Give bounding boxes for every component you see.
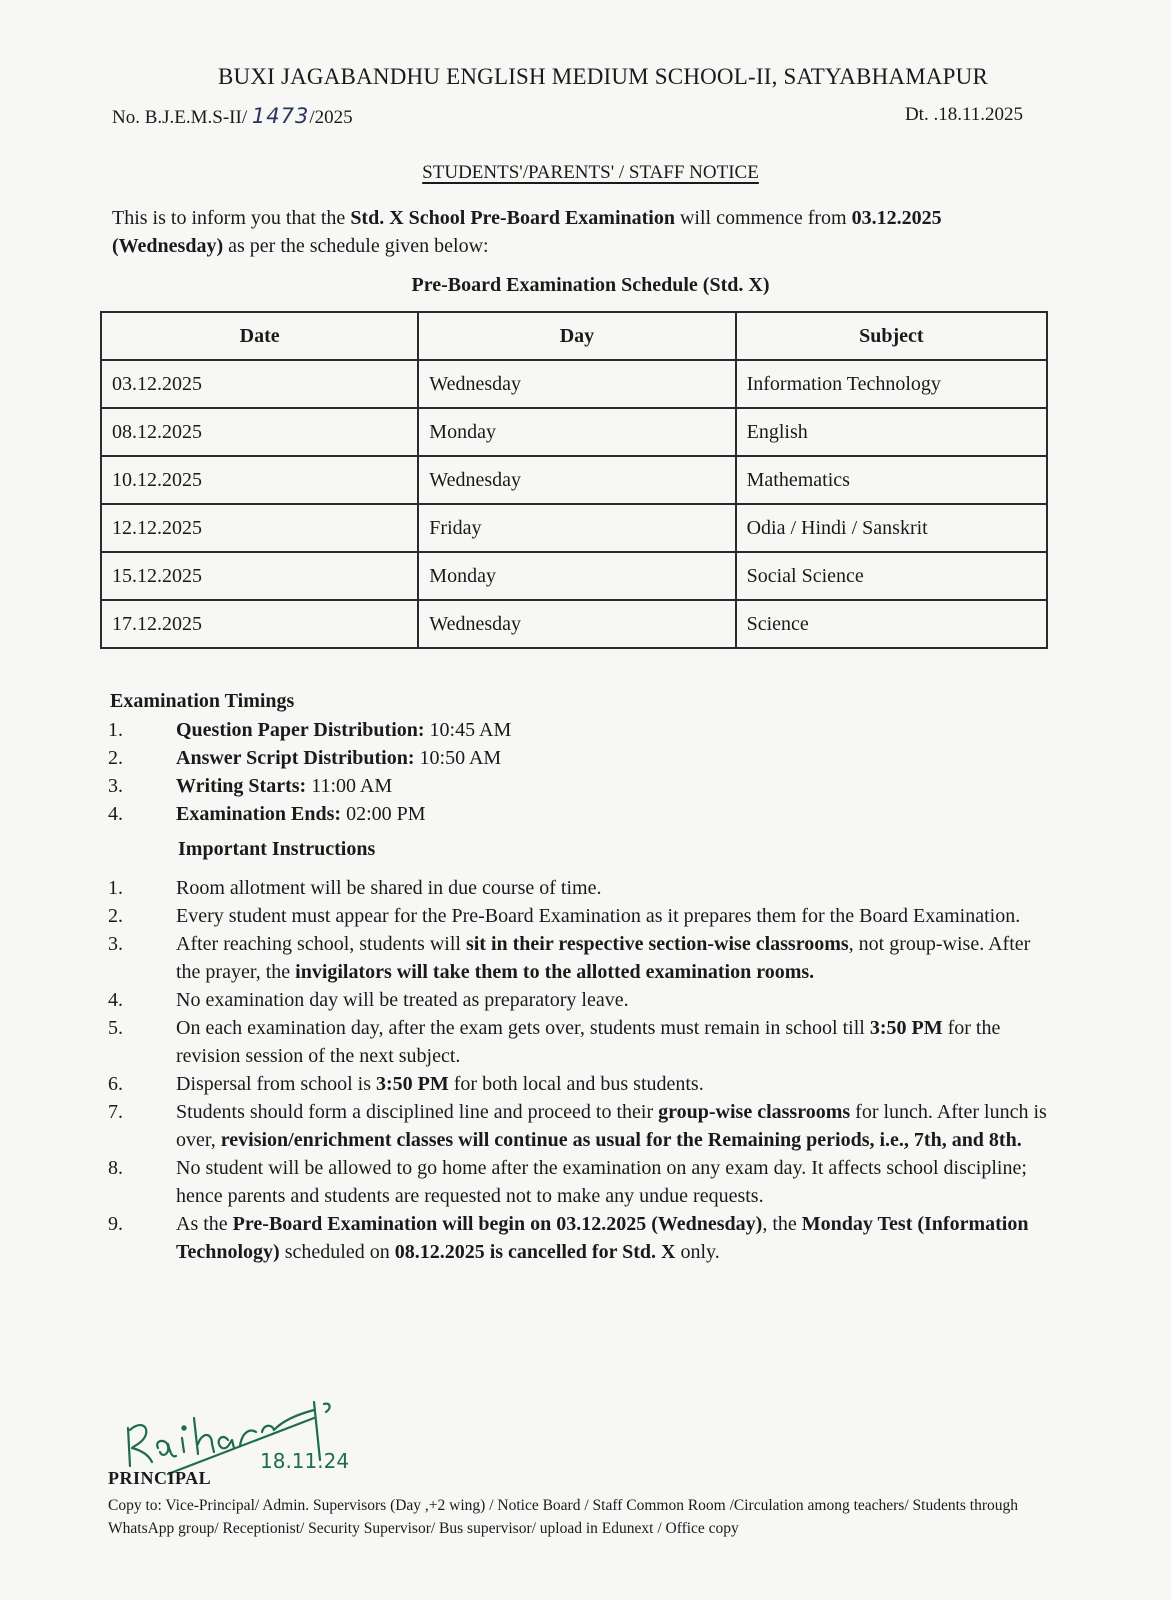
intro-bold-date: 03.12.2025 (Wednesday) <box>112 207 942 257</box>
item-number: 4. <box>108 803 123 825</box>
instruction-bold-text: group-wise classrooms <box>658 1101 851 1123</box>
item-number: 7. <box>108 1101 123 1123</box>
cell-day: Wednesday <box>418 600 735 648</box>
instruction-bold-text: 3:50 PM <box>869 1017 943 1039</box>
cell-subject: Odia / Hindi / Sanskrit <box>736 504 1047 552</box>
item-number: 1. <box>108 719 123 741</box>
instruction-text: Dispersal from school is <box>176 1073 376 1095</box>
instructions-heading: Important Instructions <box>178 838 376 860</box>
item-number: 8. <box>108 1157 123 1179</box>
instruction-bold-text: revision/enrichment classes will continue as usual for the Remaining periods, i.e., 7th, and 8th. <box>220 1129 1022 1151</box>
timings-heading: Examination Timings <box>110 690 295 712</box>
table-row <box>101 360 1047 408</box>
list-item <box>108 930 1053 986</box>
principal-signature <box>118 1388 418 1478</box>
table-header-row <box>101 312 1047 360</box>
instruction-text: , the <box>762 1213 802 1235</box>
instruction-text: No examination day will be treated as preparatory leave. <box>176 989 629 1011</box>
list-item <box>108 986 1053 1014</box>
intro-text: as per the schedule given below: <box>223 235 489 257</box>
list-item <box>108 1070 1053 1098</box>
item-number: 3. <box>108 933 123 955</box>
list-item <box>108 716 1008 744</box>
instruction-text: After reaching school, students will <box>176 933 466 955</box>
instructions-list <box>108 874 1053 1266</box>
instruction-bold-text: Pre-Board Examination will begin on 03.12.2025 (Wednesday) <box>232 1213 763 1235</box>
instruction-text: for lunch. After lunch is over, <box>176 1101 1047 1151</box>
ref-handwritten-number: 1473 <box>251 104 310 128</box>
item-number: 6. <box>108 1073 123 1095</box>
instruction-text: scheduled on <box>279 1241 395 1263</box>
cell-subject: English <box>736 408 1047 456</box>
copy-to-list: Copy to: Vice-Principal/ Admin. Supervisors (Day ,+2 wing) / Notice Board / Staff Common Room /Circulation among teachers/ Students through WhatsApp group/ Receptionist/ Security Supervisor/ Bus supervisor/ upload in Edunext / Office copy <box>108 1497 1019 1537</box>
item-number: 5. <box>108 1017 123 1039</box>
cell-subject: Science <box>736 600 1047 648</box>
timing-value: 11:00 AM <box>306 775 393 797</box>
list-item <box>108 1098 1053 1154</box>
timing-value: 02:00 PM <box>341 803 426 825</box>
school-name: BUXI JAGABANDHU ENGLISH MEDIUM SCHOOL-II, SATYABHAMAPUR <box>217 64 989 89</box>
table-row <box>101 408 1047 456</box>
intro-text: This is to inform you that the <box>112 207 351 229</box>
item-number: 2. <box>108 905 123 927</box>
table-row <box>101 600 1047 648</box>
column-header-day: Day <box>418 312 735 360</box>
instruction-text: As the <box>176 1213 233 1235</box>
cell-date: 08.12.2025 <box>101 408 418 456</box>
cell-subject: Social Science <box>736 552 1047 600</box>
intro-bold-exam: Std. X School Pre-Board Examination <box>350 207 675 229</box>
list-item <box>108 874 1053 902</box>
cell-day: Wednesday <box>418 360 735 408</box>
reference-number <box>112 104 353 129</box>
notice-date: Dt. .18.11.2025 <box>904 104 1023 125</box>
column-header-subject: Subject <box>736 312 1047 360</box>
column-header-date: Date <box>101 312 418 360</box>
instruction-bold-text: Monday Test (Information Technology) <box>176 1213 1029 1263</box>
item-number: 1. <box>108 877 123 899</box>
ref-suffix: /2025 <box>309 107 353 128</box>
item-number: 4. <box>108 989 123 1011</box>
cell-subject: Information Technology <box>736 360 1047 408</box>
schedule-table <box>100 311 1048 649</box>
instruction-text: Room allotment will be shared in due course of time. <box>176 877 602 899</box>
instruction-bold-text: invigilators will take them to the allotted examination rooms. <box>295 961 815 983</box>
signature-date: 18.11.24 <box>260 1449 350 1473</box>
instruction-text: for the revision session of the next subject. <box>176 1017 1001 1067</box>
cell-day: Monday <box>418 408 735 456</box>
instruction-text: Every student must appear for the Pre-Board Examination as it prepares them for the Board Examination. <box>176 905 1021 927</box>
instruction-text: only. <box>675 1241 720 1263</box>
list-item <box>108 800 1008 828</box>
list-item <box>108 1014 1053 1070</box>
cell-subject: Mathematics <box>736 456 1047 504</box>
instruction-bold-text: 08.12.2025 is cancelled for Std. X <box>394 1241 676 1263</box>
timing-label: Writing Starts: <box>176 775 307 797</box>
item-number: 3. <box>108 775 123 797</box>
signatory-title: PRINCIPAL <box>108 1468 212 1488</box>
instruction-text: for both local and bus students. <box>448 1073 704 1095</box>
cell-day: Friday <box>418 504 735 552</box>
instruction-text: No student will be allowed to go home after the examination on any exam day. It affects school discipline; hence parents and students are requested not to make any undue requests. <box>176 1157 1027 1207</box>
list-item <box>108 902 1053 930</box>
item-number: 9. <box>108 1213 123 1235</box>
instruction-bold-text: 3:50 PM <box>375 1073 449 1095</box>
timing-value: 10:50 AM <box>414 747 502 769</box>
timing-value: 10:45 AM <box>424 719 512 741</box>
instruction-bold-text: sit in their respective section-wise classrooms <box>465 933 849 955</box>
table-row <box>101 504 1047 552</box>
cell-day: Wednesday <box>418 456 735 504</box>
table-row <box>101 456 1047 504</box>
timings-list <box>108 716 1008 828</box>
cell-date: 12.12.2025 <box>101 504 418 552</box>
cell-date: 03.12.2025 <box>101 360 418 408</box>
schedule-title: Pre-Board Examination Schedule (Std. X) <box>411 274 770 296</box>
cell-date: 17.12.2025 <box>101 600 418 648</box>
cell-day: Monday <box>418 552 735 600</box>
intro-text: will commence from <box>674 207 852 229</box>
cell-date: 15.12.2025 <box>101 552 418 600</box>
notice-title: STUDENTS'/PARENTS' / STAFF NOTICE <box>422 162 759 183</box>
list-item <box>108 1210 1053 1266</box>
intro-paragraph <box>112 204 1032 260</box>
timing-label: Question Paper Distribution: <box>176 719 425 741</box>
list-item <box>108 744 1008 772</box>
timing-label: Examination Ends: <box>176 803 342 825</box>
timing-label: Answer Script Distribution: <box>176 747 415 769</box>
instruction-text: On each examination day, after the exam gets over, students must remain in school till <box>176 1017 870 1039</box>
ref-prefix: No. B.J.E.M.S-II/ <box>112 107 252 128</box>
cell-date: 10.12.2025 <box>101 456 418 504</box>
list-item <box>108 772 1008 800</box>
item-number: 2. <box>108 747 123 769</box>
list-item <box>108 1154 1053 1210</box>
instruction-text: , not group-wise. After the prayer, the <box>176 933 1031 983</box>
table-row <box>101 552 1047 600</box>
instruction-text: Students should form a disciplined line and proceed to their <box>176 1101 659 1123</box>
